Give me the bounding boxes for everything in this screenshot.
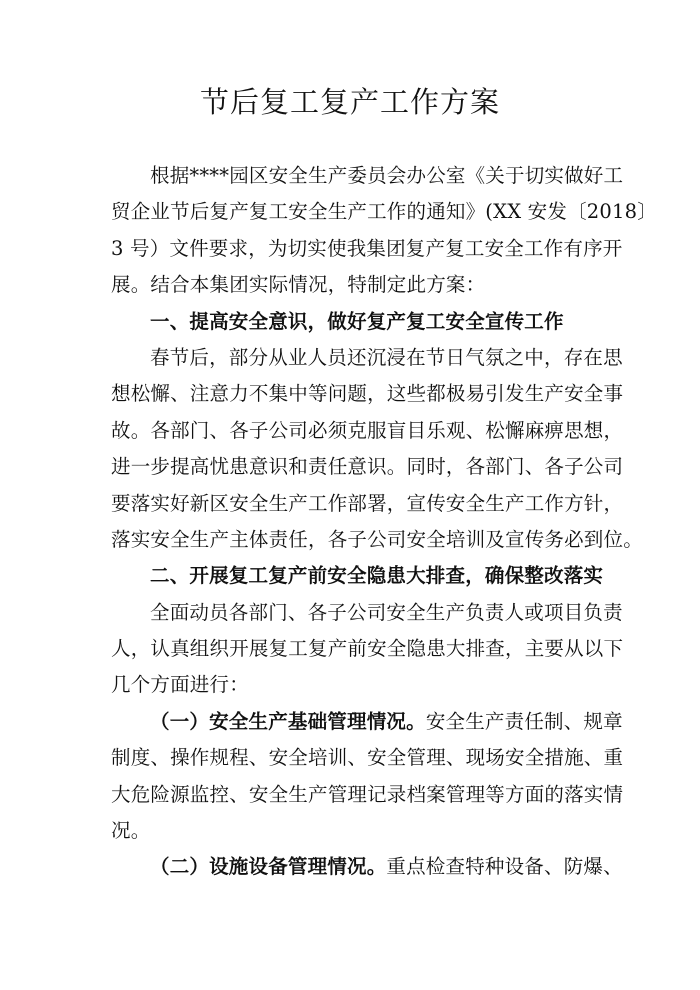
document-line (111, 267, 611, 303)
line-text: 要落实好新区安全生产工作部署，宣传安全生产工作方针， (111, 491, 624, 515)
line-text: 制度、操作规程、安全培训、安全管理、现场安全措施、重 (111, 746, 624, 770)
document-line (111, 158, 624, 194)
document-line (111, 777, 624, 813)
line-text: 3 号）文件要求，为切实使我集团复产复工安全工作有序开 (111, 236, 623, 260)
line-text: 大危险源监控、安全生产管理记录档案管理等方面的落实情 (111, 782, 624, 806)
line-text: 重点检查特种设备、防爆、 (386, 855, 623, 879)
document-line (111, 849, 623, 885)
document-line (111, 304, 611, 340)
line-text: 进一步提高忧患意识和责任意识。同时，各部门、各子公司 (111, 455, 624, 479)
document-line (111, 413, 624, 449)
line-text: 安全生产责任制、规章 (425, 709, 623, 733)
document-body (111, 158, 657, 886)
line-text: 人，认真组织开展复工复产前安全隐患大排查，主要从以下 (111, 637, 624, 661)
document-line (111, 194, 657, 230)
document-line (111, 449, 624, 485)
line-text: 几个方面进行： (111, 673, 249, 697)
line-text: 全面动员各部门、各子公司安全生产负责人或项目负责 (150, 600, 623, 624)
line-text: 春节后，部分从业人员还沉浸在节日气氛之中，存在思 (150, 345, 623, 369)
document-line (111, 558, 611, 594)
line-text: 根据****园区安全生产委员会办公室《关于切实做好工 (150, 164, 624, 187)
document-line (111, 376, 624, 412)
line-text: 故。各部门、各子公司必须克服盲目乐观、松懈麻痹思想， (111, 418, 624, 442)
document-line (111, 231, 623, 267)
document-title: 节后复工复产工作方案 (199, 85, 500, 119)
line-text: 贸企业节后复产复工安全生产工作的通知》(XX 安发〔2018〕 (111, 200, 657, 224)
line-text: 况。 (111, 819, 151, 843)
document-line (111, 813, 611, 849)
document-line (111, 704, 623, 740)
heading-text: （二）设施设备管理情况。 (150, 855, 387, 879)
line-text: 想松懈、注意力不集中等问题，这些都极易引发生产安全事 (111, 382, 624, 406)
document-line (111, 522, 643, 558)
document-line (111, 740, 624, 776)
heading-text: 一、提高安全意识，做好复产复工安全宣传工作 (150, 309, 564, 333)
document-line (111, 340, 623, 376)
heading-text: 二、开展复工复产前安全隐患大排查，确保整改落实 (150, 564, 604, 588)
document-line (111, 486, 624, 522)
document-line (111, 631, 624, 667)
line-text: 展。结合本集团实际情况，特制定此方案： (111, 273, 486, 297)
heading-text: （一）安全生产基础管理情况。 (150, 709, 426, 733)
line-text: 落实安全生产主体责任，各子公司安全培训及宣传务必到位。 (111, 527, 643, 551)
document-line (111, 667, 611, 703)
document-line (111, 595, 623, 631)
